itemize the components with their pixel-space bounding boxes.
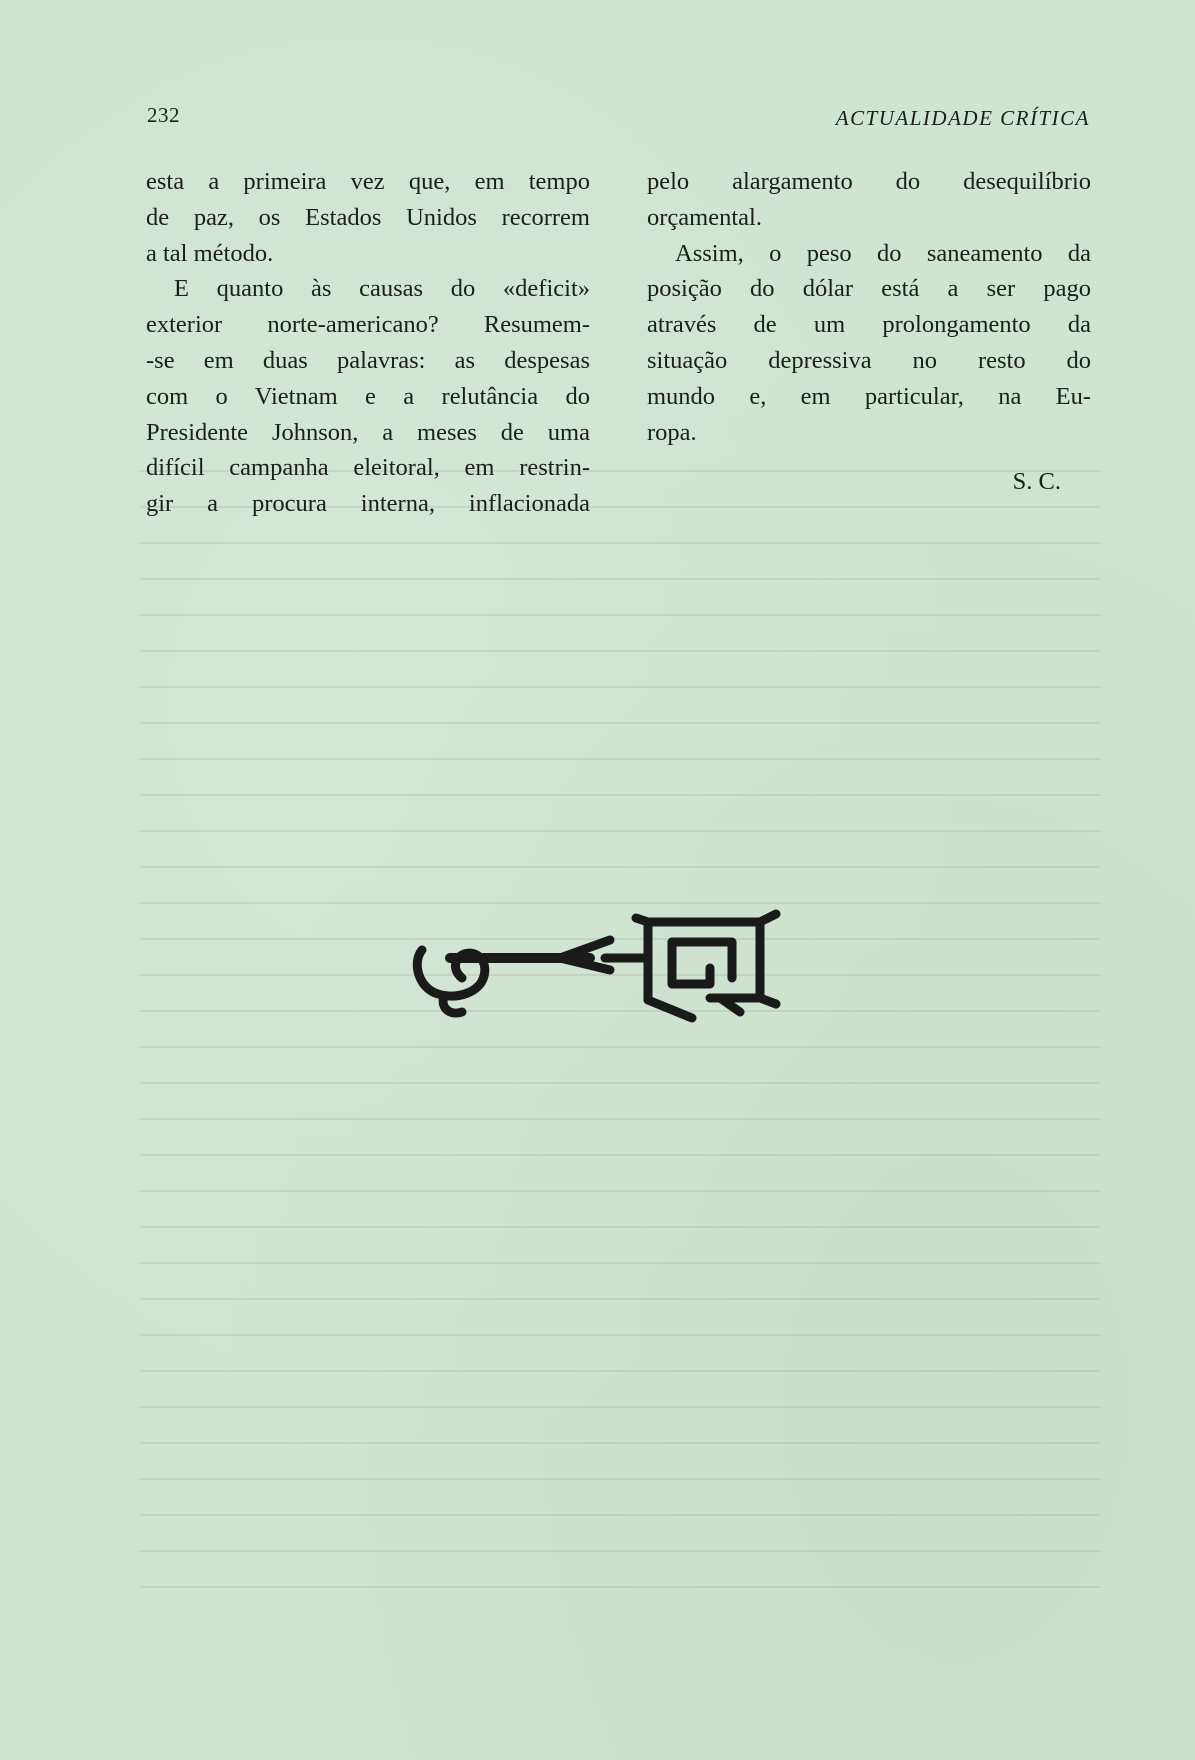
- page-number: 232: [147, 103, 180, 127]
- text-line: situação depressiva no resto do: [647, 346, 1091, 374]
- text-line: posição do dólar está a ser pago: [647, 275, 1091, 303]
- text-line: ropa.: [647, 418, 697, 446]
- text-line: de paz, os Estados Unidos recorrem: [146, 203, 590, 231]
- left-column: [146, 164, 590, 522]
- text-line: E quanto às causas do «deficit»: [174, 275, 590, 303]
- text-line: Assim, o peso do saneamento da: [675, 239, 1091, 267]
- text-line: através de um prolongamento da: [647, 311, 1091, 339]
- text-line: -se em duas palavras: as despesas: [146, 346, 590, 374]
- running-title: ACTUALIDADE CRÍTICA: [835, 106, 1090, 130]
- bleed-through-texture: [140, 470, 1100, 1590]
- right-column: [647, 164, 1091, 500]
- key-ornament-icon: [410, 900, 790, 1030]
- text-line: difícil campanha eleitoral, em restrin-: [146, 454, 590, 482]
- text-line: esta a primeira vez que, em tempo: [146, 168, 590, 195]
- text-line: mundo e, em particular, na Eu-: [647, 382, 1091, 410]
- author-signature: S. C.: [1012, 468, 1061, 496]
- text-line: pelo alargamento do desequilíbrio: [647, 168, 1091, 195]
- text-line: exterior norte-americano? Resumem-: [146, 311, 590, 339]
- text-line: a tal método.: [146, 239, 274, 267]
- text-line: Presidente Johnson, a meses de uma: [146, 418, 590, 446]
- text-line: gir a procura interna, inflacionada: [146, 490, 590, 518]
- text-line: com o Vietnam e a relutância do: [146, 382, 590, 410]
- text-line: orçamental.: [647, 203, 762, 231]
